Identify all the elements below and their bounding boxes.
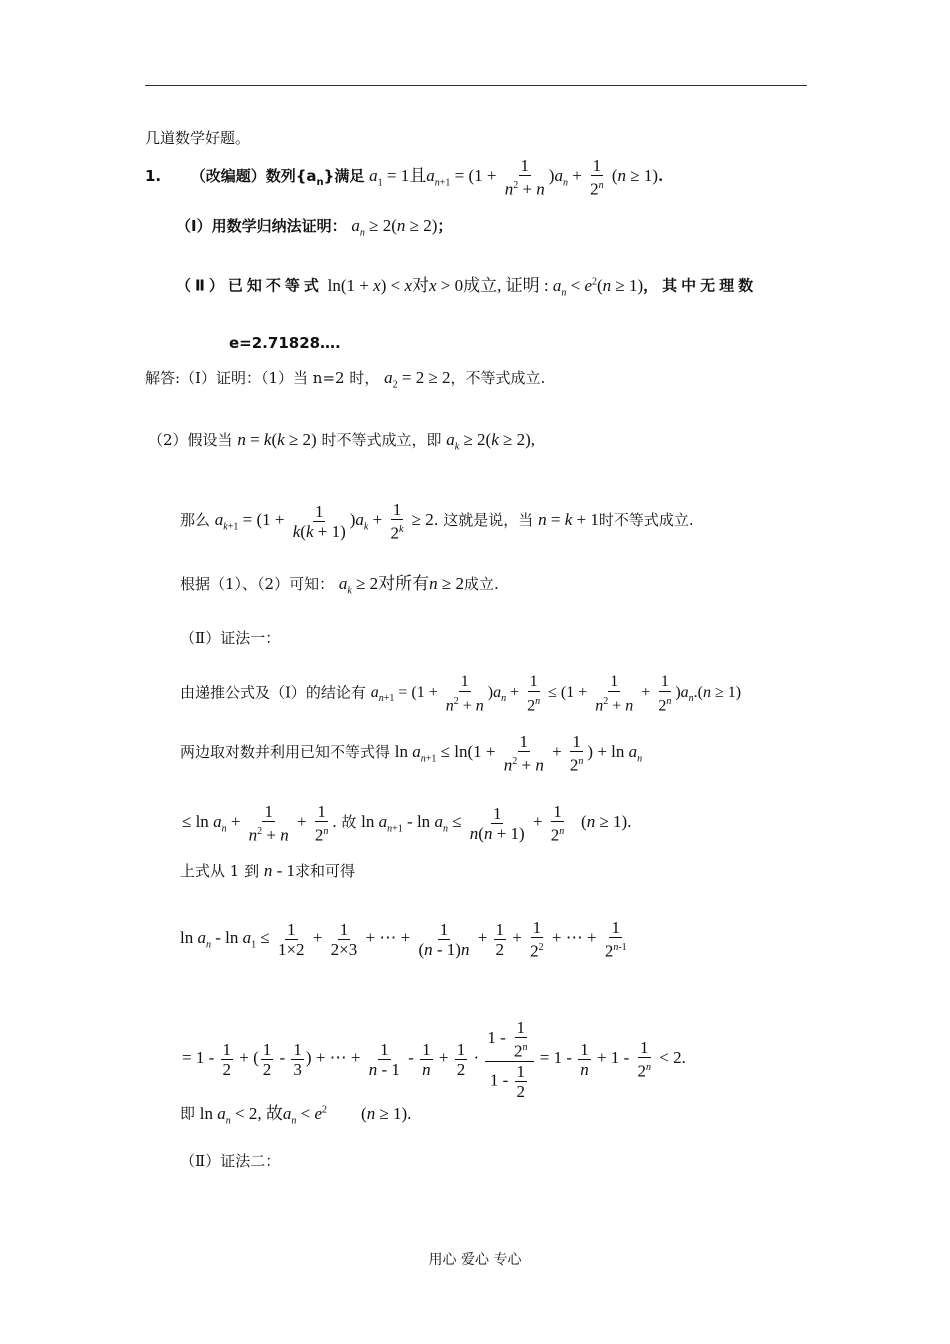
solution-line-6: 由递推公式及（Ⅰ）的结论有 $a_{n+1} = (1$ + $\frac{1}{n^2 + n}$ )$a_n$ + $\frac{1}{2^n}$ ≤ (1 + $\frac{1}{n^2 + n}$ + $\frac{1}{2^n}$ )$a_n.(n \ge 1)$ — [180, 673, 742, 715]
part1-formula: $a_n \ge 2(n \ge 2)$ — [351, 216, 438, 239]
solution-line-1: 解答:（Ⅰ）证明：（1）当 n=2 时， $a_2 = 2 \ge 2$，不等式成立. — [145, 368, 546, 391]
source-tag: （改编题） — [190, 167, 266, 186]
page-title: 几道数学好题。 — [145, 129, 251, 147]
solution-line-3: 那么 $a_{k+1} = (1$ + $\frac{1}{k(k + 1)}$ )$a_k$ + $\frac{1}{2^k}$ ≥ 2. 这就是说，当 n = k + 1时不等式成立. — [180, 500, 694, 543]
solution-line-2: （2）假设当 n = k(k ≥ 2) 时不等式成立，即 $a_k \ge 2(k \ge 2)$, — [148, 430, 536, 453]
page-footer: 用心 爱心 专心 — [428, 1252, 522, 1268]
solution-line-8: ≤ $\ln a_n$ + $\frac{1}{n^2 + n}$ + $\frac{1}{2^n}$ . 故 $\ln a_{n+1}$ - $\ln a_n$ ≤ $\frac{1}{n(n + 1)}$ + $\frac{1}{2^n}$ (n ≥ 1). — [182, 802, 632, 845]
stem-text: 数列$\{a_n\}$满足 — [265, 167, 365, 189]
solution-line-11: = 1 - $\frac{1}{2}$ + ( $\frac{1}{2}$ - $\frac{1}{3}$ ) + ⋯ + $\frac{1}{n - 1}$ - $\frac{1}{n}$ + $\frac{1}{2}$ · 1 - $\frac{1}{2^n}$ 1 - $\frac{1}{2}$ = 1 - $\frac{1}{n}$ + 1 - $\frac{1}{2^n}$ < 2. — [182, 1018, 686, 1101]
part2-formula: ln(1 + x) < x对x > 0成立, 证明 : $a_n < e^2(n \ge 1)$ — [327, 275, 644, 299]
solution-line-10: $\ln a_n$ - $\ln a_1$ ≤ $\frac{1}{1\times 2}$ + $\frac{1}{2\times 3}$ + ⋯ + $\frac{1}{(n - 1)n}$ + $\frac{1}{2}$ + $\frac{1}{2^2}$ + ⋯ + $\frac{1}{2^{n-1}}$ — [180, 918, 627, 961]
part1-line: （Ⅰ）用数学归纳法证明： $a_n \ge 2(n \ge 2)$； — [176, 216, 453, 239]
solution-line-12: 即 $\ln a_n < 2$, 故$a_n < e^2$ (n ≥ 1). — [180, 1103, 412, 1127]
proof-one-heading: （Ⅱ）证法一： — [180, 629, 281, 647]
solution-line-9: 上式从 1 到 n - 1求和可得 — [180, 861, 356, 880]
header-rule — [145, 85, 807, 86]
problem-stem: 1. （改编题）数列$\{a_n\}$满足 $a_1 = 1$且$a_{n+1} = (1$ + $\frac{1}{n^2 + n}$ )$a_n$ + $\frac{1}{2^n}$ (n ≥ 1). — [145, 156, 664, 199]
part2-line: （Ⅱ）已知不等式 ln(1 + x) < x对x > 0成立, 证明 : $a_n < e^2(n \ge 1)$，其中无理数 — [176, 275, 758, 299]
solution-line-4: 根据（1）、（2）可知： $a_k \ge 2$对所有n ≥ 2成立. — [180, 574, 499, 597]
stem-formula: $a_1 = 1$且$a_{n+1} = (1$ + $\frac{1}{n^2 + n}$ )$a_n$ + $\frac{1}{2^n}$ (n ≥ 1) — [369, 156, 658, 199]
proof-two-heading: （Ⅱ）证法二： — [180, 1152, 281, 1170]
problem-number: 1. — [145, 167, 162, 186]
solution-line-7: 两边取对数并利用已知不等式得 $\ln a_{n+1} \le \ln(1$ + $\frac{1}{n^2 + n}$ + $\frac{1}{2^n}$ ) + $\ln a_n$ — [180, 732, 643, 775]
e-value: e=2.71828…. — [229, 334, 341, 352]
